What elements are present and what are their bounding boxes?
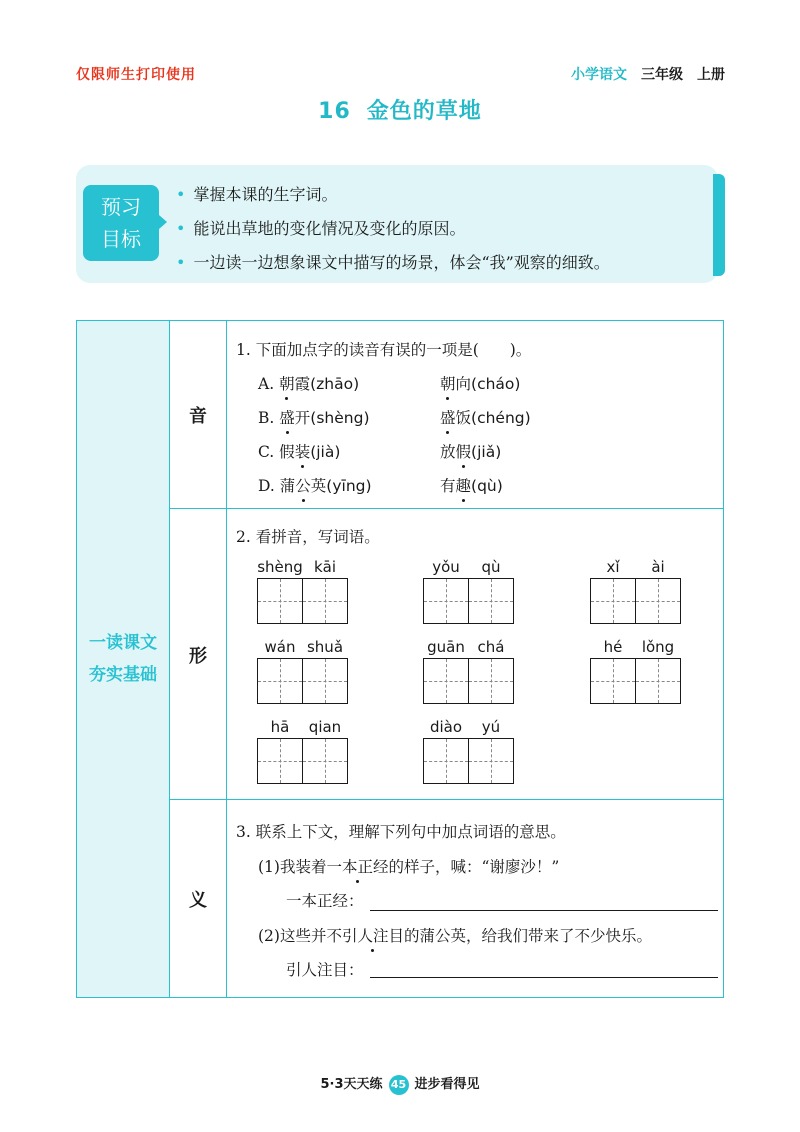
sentence-2: (2)这些并不引人注目的蒲公英，给我们带来了不少快乐。 (258, 924, 652, 946)
term-label: 上册 (697, 67, 725, 83)
section-title-line-1: 一读课文 (89, 633, 157, 653)
print-notice: 仅限师生打印使用 (76, 67, 196, 83)
pinyin-word-box: hé lǒng (590, 638, 681, 704)
grade-label: 三年级 (641, 67, 683, 83)
answer-line-1[interactable] (370, 910, 718, 911)
footer-slogan: 进步看得见 (414, 1077, 480, 1092)
footer-brand: 5·3天天练 (320, 1077, 383, 1092)
option-b-word-1: B. 盛开(shèng) (258, 406, 370, 428)
bullet-icon: • (176, 219, 186, 238)
writing-cell[interactable] (257, 658, 303, 704)
option-d-word-2: 有趣(qù) (440, 474, 503, 496)
writing-cell[interactable] (423, 738, 469, 784)
writing-cell[interactable] (468, 658, 514, 704)
pinyin-word-box: shèng kāi (257, 558, 348, 624)
book-info (571, 64, 725, 84)
writing-cell[interactable] (468, 738, 514, 784)
pinyin-word-box: wán shuǎ (257, 638, 348, 704)
page-footer (0, 1073, 800, 1095)
writing-cell[interactable] (302, 658, 348, 704)
bullet-icon: • (176, 185, 186, 204)
goal-item: • 能说出草地的变化情况及变化的原因。 (176, 219, 466, 238)
option-d-word-1: D. 蒲公英(yīng) (258, 474, 372, 496)
sentence-1: (1)我装着一本正经的样子，喊：“谢廖沙！” (258, 855, 559, 877)
option-c-word-1: C. 假装(jià) (258, 440, 340, 462)
lesson-number: 16 (318, 99, 351, 124)
writing-cell[interactable] (302, 738, 348, 784)
pinyin-word-box: diào yú (423, 718, 514, 784)
goals-tab-decoration (713, 174, 725, 276)
category-meaning: 义 (189, 890, 207, 911)
answer-label-2: 引人注目： (286, 961, 364, 979)
pinyin-word-box: xǐ ài (590, 558, 681, 624)
category-divider (226, 321, 227, 997)
writing-cell[interactable] (590, 578, 636, 624)
writing-cell[interactable] (635, 578, 681, 624)
lesson-title (0, 94, 800, 125)
question-1-stem: 1. 下面加点字的读音有误的一项是( )。 (236, 341, 532, 359)
writing-cell[interactable] (257, 578, 303, 624)
writing-cell[interactable] (423, 578, 469, 624)
badge-line-1: 预习 (101, 195, 141, 219)
writing-cell[interactable] (257, 738, 303, 784)
subject-label: 小学语文 (571, 67, 627, 83)
pinyin-word-box: hā qian (257, 718, 348, 784)
option-a-word-2: 朝向(cháo) (440, 372, 520, 394)
option-b-word-2: 盛饭(chéng) (440, 406, 531, 428)
preview-goals-badge (83, 185, 159, 261)
bullet-icon: • (176, 253, 186, 272)
pinyin-word-box: yǒu qù (423, 558, 514, 624)
writing-cell[interactable] (635, 658, 681, 704)
goal-item: • 掌握本课的生字词。 (176, 185, 338, 204)
section-column (77, 321, 170, 997)
category-form: 形 (189, 646, 207, 667)
goals-list (176, 178, 610, 280)
writing-cell[interactable] (590, 658, 636, 704)
writing-cell[interactable] (423, 658, 469, 704)
option-a-word-1: A. 朝霞(zhāo) (258, 372, 359, 394)
badge-line-2: 目标 (101, 227, 141, 251)
row-divider (170, 799, 724, 800)
question-2-stem: 2. 看拼音，写词语。 (236, 528, 380, 546)
pinyin-word-box: guān chá (423, 638, 514, 704)
writing-cell[interactable] (468, 578, 514, 624)
question-3-stem: 3. 联系上下文，理解下列句中加点词语的意思。 (236, 823, 566, 841)
answer-label-1: 一本正经： (286, 892, 364, 910)
category-sound: 音 (189, 406, 207, 427)
section-title-line-2: 夯实基础 (89, 665, 157, 685)
writing-cell[interactable] (302, 578, 348, 624)
answer-line-2[interactable] (370, 977, 718, 978)
page-number: 45 (389, 1075, 409, 1095)
goal-item: • 一边读一边想象课文中描写的场景，体会“我”观察的细致。 (176, 253, 610, 272)
option-c-word-2: 放假(jiǎ) (440, 440, 501, 462)
row-divider (170, 508, 724, 509)
lesson-name: 金色的草地 (366, 99, 482, 124)
